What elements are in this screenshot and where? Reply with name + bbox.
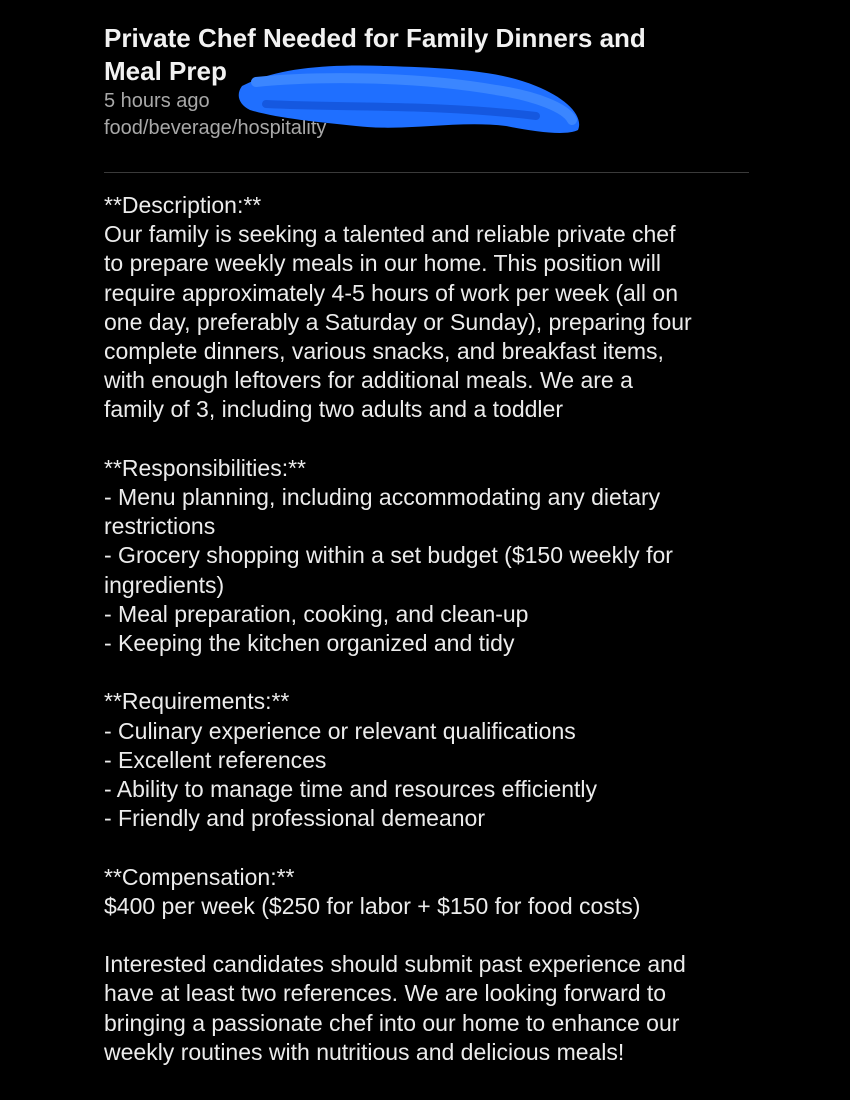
body-line: Interested candidates should submit past experience and (104, 951, 686, 978)
body-line: one day, preferably a Saturday or Sunday), preparing four (104, 308, 692, 335)
requirements-section (104, 687, 754, 833)
post-body (104, 191, 754, 1096)
redaction-scribble (236, 46, 588, 138)
body-line: have at least two references. We are looking forward to (104, 980, 667, 1007)
body-line: family of 3, including two adults and a toddler (104, 396, 563, 423)
list-item: - Culinary experience or relevant qualifications (104, 717, 576, 744)
responsibilities-section (104, 454, 754, 658)
header-divider (104, 172, 749, 173)
body-line: weekly routines with nutritious and delicious meals! (104, 1038, 625, 1065)
list-item: - Keeping the kitchen organized and tidy (104, 630, 515, 657)
list-item: - Meal preparation, cooking, and clean-up (104, 600, 529, 627)
list-item: - Ability to manage time and resources efficiently (104, 776, 598, 803)
description-section (104, 191, 754, 425)
section-heading: **Description:** (104, 192, 262, 218)
post-title-line-2: Meal Prep (104, 56, 227, 86)
list-item: - Excellent references (104, 746, 327, 773)
section-heading: **Responsibilities:** (104, 454, 306, 481)
body-line: complete dinners, various snacks, and breakfast items, (104, 338, 664, 365)
list-item: restrictions (104, 513, 216, 540)
body-line: bringing a passionate chef into our home to enhance our (104, 1009, 680, 1036)
posted-time: 5 hours ago (104, 90, 210, 112)
post-title-line-1: Private Chef Needed for Family Dinners and (104, 23, 646, 53)
section-heading: **Compensation:** (104, 863, 295, 890)
body-line: to prepare weekly meals in our home. This position will (104, 250, 661, 277)
body-line: require approximately 4-5 hours of work per week (all on (104, 279, 678, 306)
list-item: - Grocery shopping within a set budget ($150 weekly for (104, 542, 673, 569)
list-item: - Menu planning, including accommodating any dietary (104, 484, 661, 511)
section-heading: **Requirements:** (104, 688, 290, 715)
list-item: - Friendly and professional demeanor (104, 805, 485, 832)
body-line: with enough leftovers for additional meals. We are a (104, 367, 633, 394)
post-category: food/beverage/hospitality (104, 117, 327, 139)
closing-section (104, 950, 754, 1067)
body-line: $400 per week ($250 for labor + $150 for food costs) (104, 892, 641, 919)
compensation-section (104, 863, 754, 921)
body-line: Our family is seeking a talented and reliable private chef (104, 221, 676, 248)
list-item: ingredients) (104, 571, 225, 598)
